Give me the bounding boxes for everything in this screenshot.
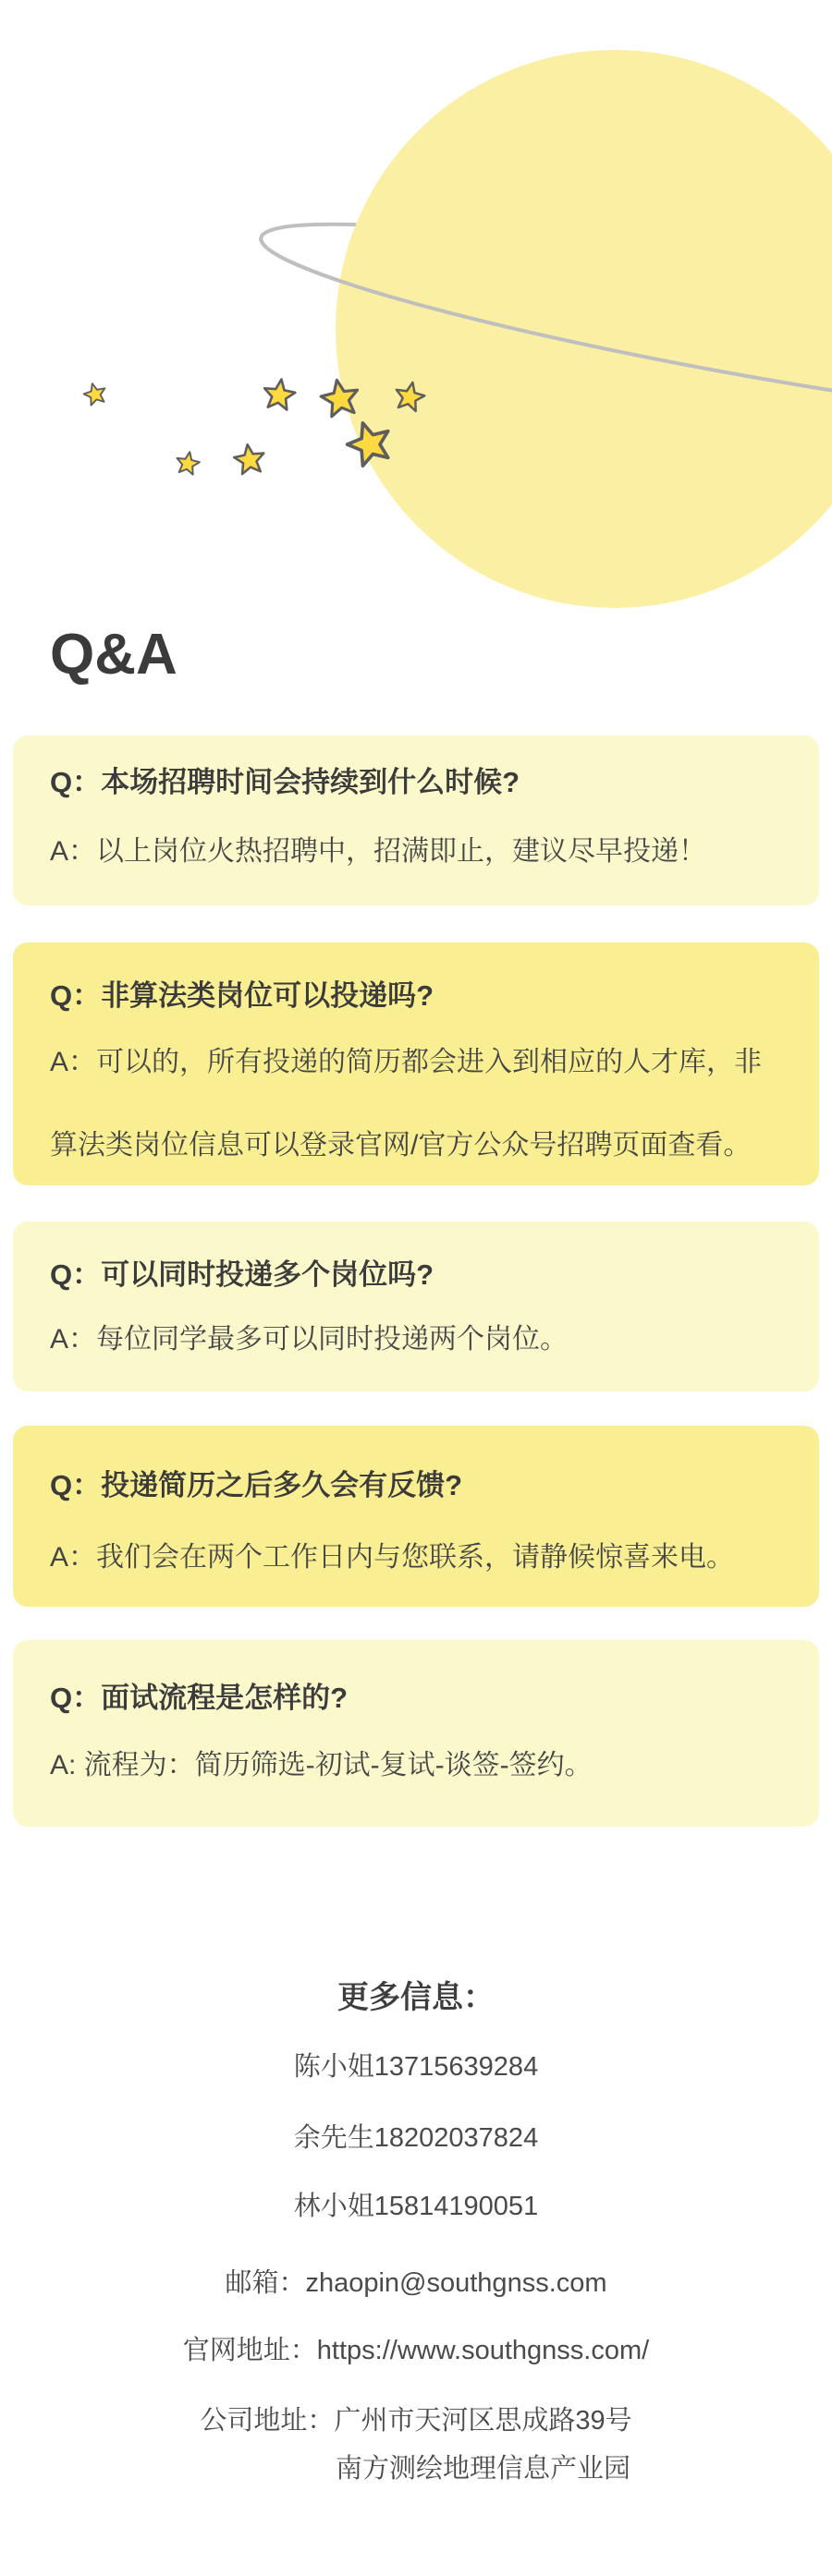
qa-card (13, 1221, 819, 1391)
qa-section-title: Q&A (50, 623, 177, 687)
contact-phone: 陈小姐13715639284 (293, 2052, 539, 2082)
answer-text: A：每位同学最多可以同时投递两个岗位。 (50, 1324, 569, 1355)
company-address-line (0, 2405, 832, 2485)
question-text: Q：可以同时投递多个岗位吗? (50, 1258, 434, 1291)
question-text: Q：本场招聘时间会持续到什么时候? (50, 766, 520, 798)
question-text: Q：投递简历之后多久会有反馈? (50, 1469, 463, 1501)
qa-card (13, 1640, 819, 1827)
answer-text: A：以上岗位火热招聘中，招满即止，建议尽早投递！ (50, 836, 707, 867)
website-line (0, 2335, 832, 2366)
contact-email-line (0, 2267, 832, 2299)
website-value: https://www.southgnss.com/ (316, 2336, 650, 2365)
more-info-title: 更多信息： (337, 1980, 495, 2015)
address-label: 公司地址： (200, 2406, 335, 2436)
qa-card (13, 1426, 819, 1607)
address-line2: 南方测绘地理信息产业园 (336, 2454, 631, 2484)
star-icon (262, 377, 297, 410)
address-value (334, 2405, 631, 2485)
contact-phone: 余先生18202037824 (293, 2123, 539, 2153)
email-value: zhaopin@southgnss.com (305, 2268, 607, 2298)
email-label: 邮箱： (225, 2268, 306, 2298)
qa-card (13, 942, 819, 1185)
planet-icon (336, 50, 832, 608)
answer-text-line2: 算法类岗位信息可以登录官网/官方公众号招聘页面查看。 (50, 1130, 752, 1160)
answer-text: A：可以的，所有投递的简历都会进入到相应的人才库，非 (50, 1047, 763, 1077)
star-icon (81, 381, 108, 407)
hero-illustration (0, 0, 832, 638)
contact-phone: 林小姐15814190051 (293, 2192, 539, 2221)
star-icon (175, 450, 201, 475)
planet-stars-graphic (0, 0, 832, 638)
star-icon (233, 443, 266, 475)
answer-text: A：我们会在两个工作日内与您联系，请静候惊喜来电。 (50, 1542, 735, 1573)
question-text: Q：面试流程是怎样的? (50, 1682, 349, 1714)
address-line1: 广州市天河区思成路39号 (334, 2406, 632, 2436)
question-text: Q：非算法类岗位可以投递吗? (50, 979, 434, 1012)
answer-text: A: 流程为：简历筛选-初试-复试-谈签-签约。 (50, 1750, 593, 1780)
website-label: 官网地址： (182, 2336, 317, 2365)
qa-card (13, 735, 819, 905)
